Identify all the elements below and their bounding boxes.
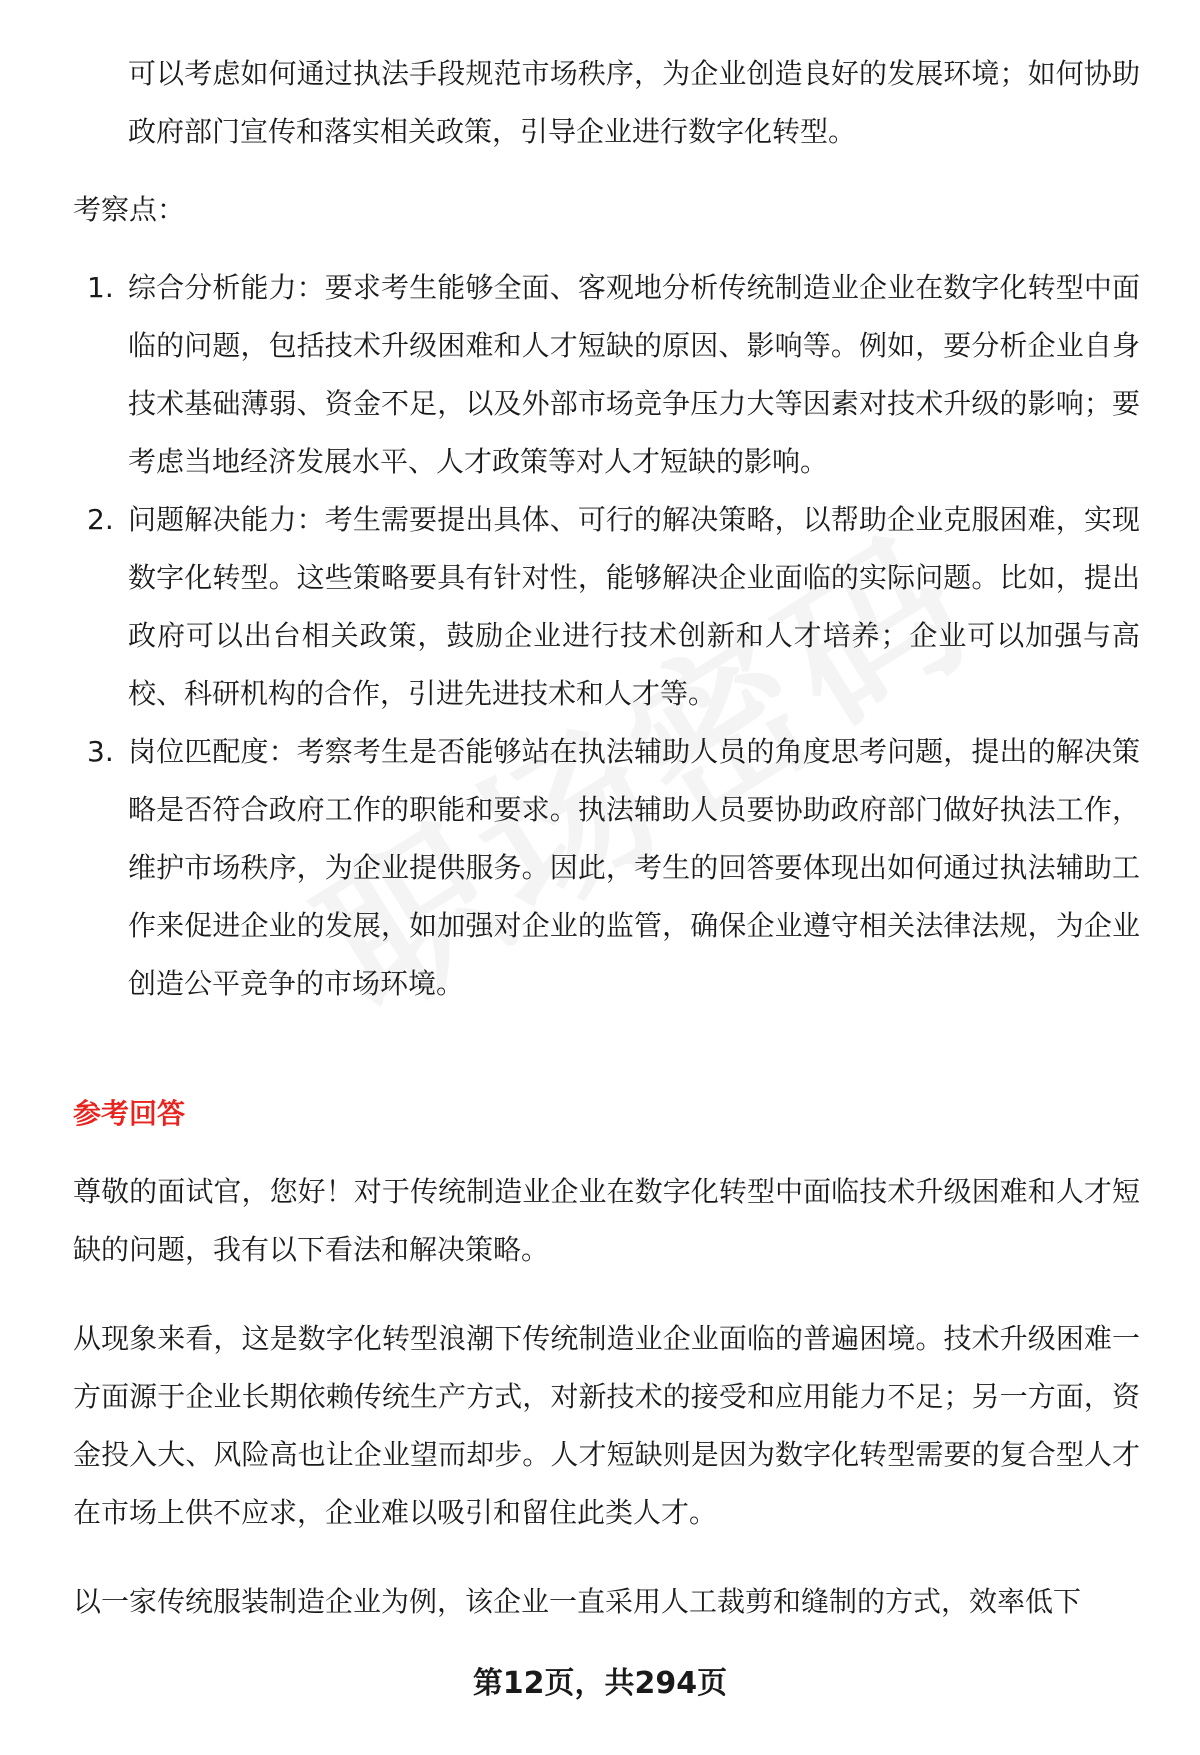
list-item-text: 问题解决能力：考生需要提出具体、可行的解决策略，以帮助企业克服困难，实现数字化转型。这些策略要具有针对性，能够解决企业面临的实际问题。比如，提出政府可以出台相关政策，鼓励企业进行技术创新和人才培养；企业可以加强与高校、科研机构的合作，引进先进技术和人才等。 — [128, 503, 1140, 710]
list-item-text: 岗位匹配度：考察考生是否能够站在执法辅助人员的角度思考问题，提出的解决策略是否符合政府工作的职能和要求。执法辅助人员要协助政府部门做好执法工作，维护市场秩序，为企业提供服务。因此，考生的回答要体现出如何通过执法辅助工作来促进企业的发展，如加强对企业的监管，确保企业遵守相关法律法规，为企业创造公平竞争的市场环境。 — [128, 735, 1140, 1000]
answer-paragraph-example: 以一家传统服装制造企业为例，该企业一直采用人工裁剪和缝制的方式，效率低下 — [73, 1585, 1082, 1618]
reference-answer-heading: 参考回答 — [73, 1097, 186, 1130]
list-item-number: 3. — [87, 735, 114, 768]
list-item — [0, 259, 1200, 491]
list-item-number: 1. — [87, 271, 114, 304]
list-item — [0, 723, 1200, 1013]
answer-paragraph-phenomenon: 从现象来看，这是数字化转型浪潮下传统制造业企业面临的普遍困境。技术升级困难一方面源于企业长期依赖传统生产方式，对新技术的接受和应用能力不足；另一方面，资金投入大、风险高也让企业望而却步。人才短缺则是因为数字化转型需要的复合型人才在市场上供不应求，企业难以吸引和留住此类人才。 — [73, 1322, 1140, 1529]
page-number-footer: 第12页，共294页 — [472, 1666, 728, 1701]
answer-paragraph-greeting: 尊敬的面试官，您好！对于传统制造业企业在数字化转型中面临技术升级困难和人才短缺的问题，我有以下看法和解决策略。 — [73, 1175, 1140, 1266]
list-item — [0, 491, 1200, 723]
intro-continuation-paragraph: 可以考虑如何通过执法手段规范市场秩序，为企业创造良好的发展环境；如何协助政府部门宣传和落实相关政策，引导企业进行数字化转型。 — [128, 57, 1140, 148]
list-item-number: 2. — [87, 503, 114, 536]
assessment-heading: 考察点： — [73, 193, 186, 226]
assessment-list — [0, 259, 1200, 1013]
list-item-text: 综合分析能力：要求考生能够全面、客观地分析传统制造业企业在数字化转型中面临的问题，包括技术升级困难和人才短缺的原因、影响等。例如，要分析企业自身技术基础薄弱、资金不足，以及外部市场竞争压力大等因素对技术升级的影响；要考虑当地经济发展水平、人才政策等对人才短缺的影响。 — [128, 271, 1140, 478]
